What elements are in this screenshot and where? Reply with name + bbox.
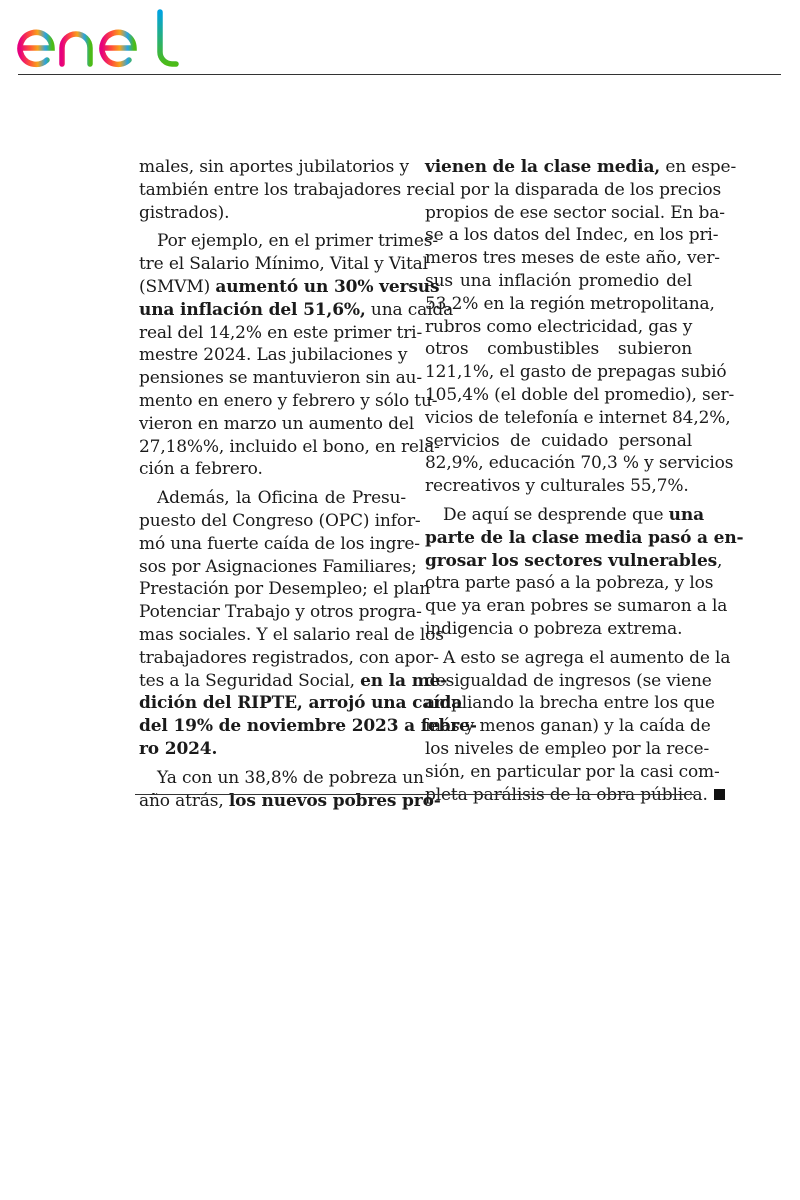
body-text: otra parte pasó a la pobreza, y los: [425, 573, 714, 594]
body-text: ción a febrero.: [139, 459, 263, 480]
article-line: [139, 299, 454, 322]
article-line: [425, 224, 719, 247]
article-line: [139, 487, 406, 510]
body-text: puesto del Congreso (OPC) infor-: [139, 510, 421, 531]
article-line: [425, 647, 731, 670]
article-line: [139, 556, 417, 579]
article-line: [425, 316, 692, 339]
enel-logo: [16, 8, 181, 70]
body-text: tre el Salario Mínimo, Vital y Vital: [139, 254, 428, 275]
body-text: sus una inflación promedio del: [425, 270, 692, 291]
article-line: [139, 367, 422, 390]
body-text: sos por Asignaciones Familiares;: [139, 556, 417, 577]
body-text: los niveles de empleo por la rece-: [425, 738, 710, 759]
body-text: cial por la disparada de los precios: [425, 179, 722, 200]
body-text: 121,1%, el gasto de prepagas subió: [425, 362, 727, 383]
article-line: [139, 458, 406, 481]
body-text: tes a la Seguridad Social,: [139, 670, 361, 691]
article-line: [139, 390, 438, 413]
bold-text: grosar los sectores vulnerables: [425, 550, 718, 571]
article-line: [139, 230, 438, 253]
article-line: [425, 179, 722, 202]
body-text: real del 14,2% en este primer tri-: [139, 322, 423, 343]
article-line: [425, 618, 692, 641]
article-line: [139, 276, 440, 299]
body-text: Por ejemplo, en el primer trimes-: [157, 231, 438, 252]
body-text: mó una fuerte caída de los ingre-: [139, 533, 420, 554]
article-line: [425, 247, 720, 270]
body-text: gistrados).: [139, 202, 230, 223]
article-line: [139, 790, 441, 813]
article-line: [139, 510, 421, 533]
enel-logo-mark: [16, 8, 181, 70]
article-line: [425, 156, 737, 179]
article-line: [425, 595, 728, 618]
article-line: [425, 430, 692, 453]
body-text: rubros como electricidad, gas y: [425, 316, 693, 337]
article-line: [425, 527, 744, 550]
article-line: [425, 761, 720, 784]
body-text: ,: [717, 550, 723, 571]
article-line: [425, 202, 725, 225]
article-line: [425, 475, 692, 498]
bold-text: aumentó un 30% versus: [215, 276, 440, 297]
article-column-left: [139, 156, 477, 812]
article-line: [425, 407, 731, 430]
body-text: indigencia o pobreza extrema.: [425, 618, 683, 639]
article-line: [139, 692, 463, 715]
article-line: [139, 670, 448, 693]
end-of-article-mark: [714, 789, 725, 800]
article-line: [139, 624, 444, 647]
article-line: [425, 338, 692, 361]
body-text: 27,18%%, incluido el bono, en rela-: [139, 436, 440, 457]
body-text: otros combustibles subieron: [425, 339, 692, 360]
body-text: Además, la Oficina de Presu-: [157, 488, 406, 509]
bold-text: dición del RIPTE, arrojó una caída: [139, 693, 463, 714]
body-text: De aquí se desprende que: [443, 504, 669, 525]
article-line: [425, 270, 692, 293]
body-text: ampliando la brecha entre los que: [425, 693, 715, 714]
body-text: males, sin aportes jubilatorios y: [139, 157, 409, 177]
article-line: [139, 179, 430, 202]
article-line: [425, 738, 710, 761]
body-text: recreativos y culturales 55,7%.: [425, 476, 689, 497]
body-text: 105,4% (el doble del promedio), ser-: [425, 384, 735, 405]
article-line: [139, 202, 406, 225]
bold-text: del 19% de noviembre 2023 a febre-: [139, 716, 477, 737]
body-text: servicios de cuidado personal: [425, 430, 692, 451]
body-text: propios de ese sector social. En ba-: [425, 202, 725, 223]
header-rule: [18, 74, 781, 75]
article-column-right: [425, 156, 744, 806]
article-line: [139, 715, 477, 738]
article-line: [139, 436, 440, 459]
bold-text: vienen de la clase media,: [425, 157, 661, 177]
body-text: también entre los trabajadores re-: [139, 179, 430, 200]
body-text: Ya con un 38,8% de pobreza un: [157, 767, 424, 788]
body-text: Prestación por Desempleo; el plan: [139, 579, 431, 600]
bold-text: parte de la clase media pasó a en-: [425, 527, 744, 548]
article-line: [139, 253, 428, 276]
body-text: en espe-: [660, 157, 737, 177]
body-text: mento en enero y febrero y sólo tu-: [139, 390, 438, 411]
bold-text: los nuevos pobres pro-: [228, 790, 441, 811]
body-text: año atrás,: [139, 790, 229, 811]
footer-rule: [135, 794, 694, 795]
body-text: (SMVM): [139, 276, 216, 297]
article-line: [425, 715, 711, 738]
article-line: [139, 156, 409, 179]
article-line: [425, 384, 735, 407]
body-text: vicios de telefonía e internet 84,2%,: [425, 407, 731, 428]
article-line: [139, 601, 422, 624]
article-line: [139, 322, 423, 345]
bold-text: en la me-: [360, 670, 448, 691]
body-text: vieron en marzo un aumento del: [139, 413, 415, 434]
article-line: [425, 550, 723, 573]
body-text: más y menos ganan) y la caída de: [425, 716, 711, 737]
body-text: desigualdad de ingresos (se viene: [425, 670, 712, 691]
body-text: mestre 2024. Las jubilaciones y: [139, 345, 408, 366]
body-text: una caída: [365, 299, 454, 320]
article-line: [425, 452, 734, 475]
article-line: [139, 738, 406, 761]
article-line: [139, 344, 406, 367]
body-text: meros tres meses de este año, ver-: [425, 248, 720, 269]
article-line: [139, 767, 424, 790]
body-text: 53,2% en la región metropolitana,: [425, 293, 715, 314]
body-text: sión, en particular por la casi com-: [425, 761, 720, 782]
article-line: [425, 361, 727, 384]
article-line: [139, 647, 439, 670]
body-text: pensiones se mantuvieron sin au-: [139, 368, 422, 389]
bold-text: una: [668, 504, 704, 525]
article-line: [425, 692, 715, 715]
body-text: se a los datos del Indec, en los pri-: [425, 225, 719, 246]
body-text: A esto se agrega el aumento de la: [443, 647, 731, 668]
article-line: [425, 572, 714, 595]
body-text: que ya eran pobres se sumaron a la: [425, 596, 728, 617]
bold-text: ro 2024.: [139, 738, 218, 759]
article-line: [425, 670, 712, 693]
article-line: [139, 413, 415, 436]
article-line: [425, 293, 715, 316]
bold-text: una inflación del 51,6%,: [139, 299, 366, 320]
body-text: mas sociales. Y el salario real de los: [139, 624, 444, 645]
body-text: trabajadores registrados, con apor-: [139, 647, 439, 668]
body-text: pleta parálisis de la obra pública.: [425, 784, 708, 805]
article-line: [139, 578, 431, 601]
article-line: [139, 533, 420, 556]
body-text: Potenciar Trabajo y otros progra-: [139, 602, 422, 623]
body-text: 82,9%, educación 70,3 % y servicios: [425, 453, 734, 474]
article-line: [425, 504, 704, 527]
